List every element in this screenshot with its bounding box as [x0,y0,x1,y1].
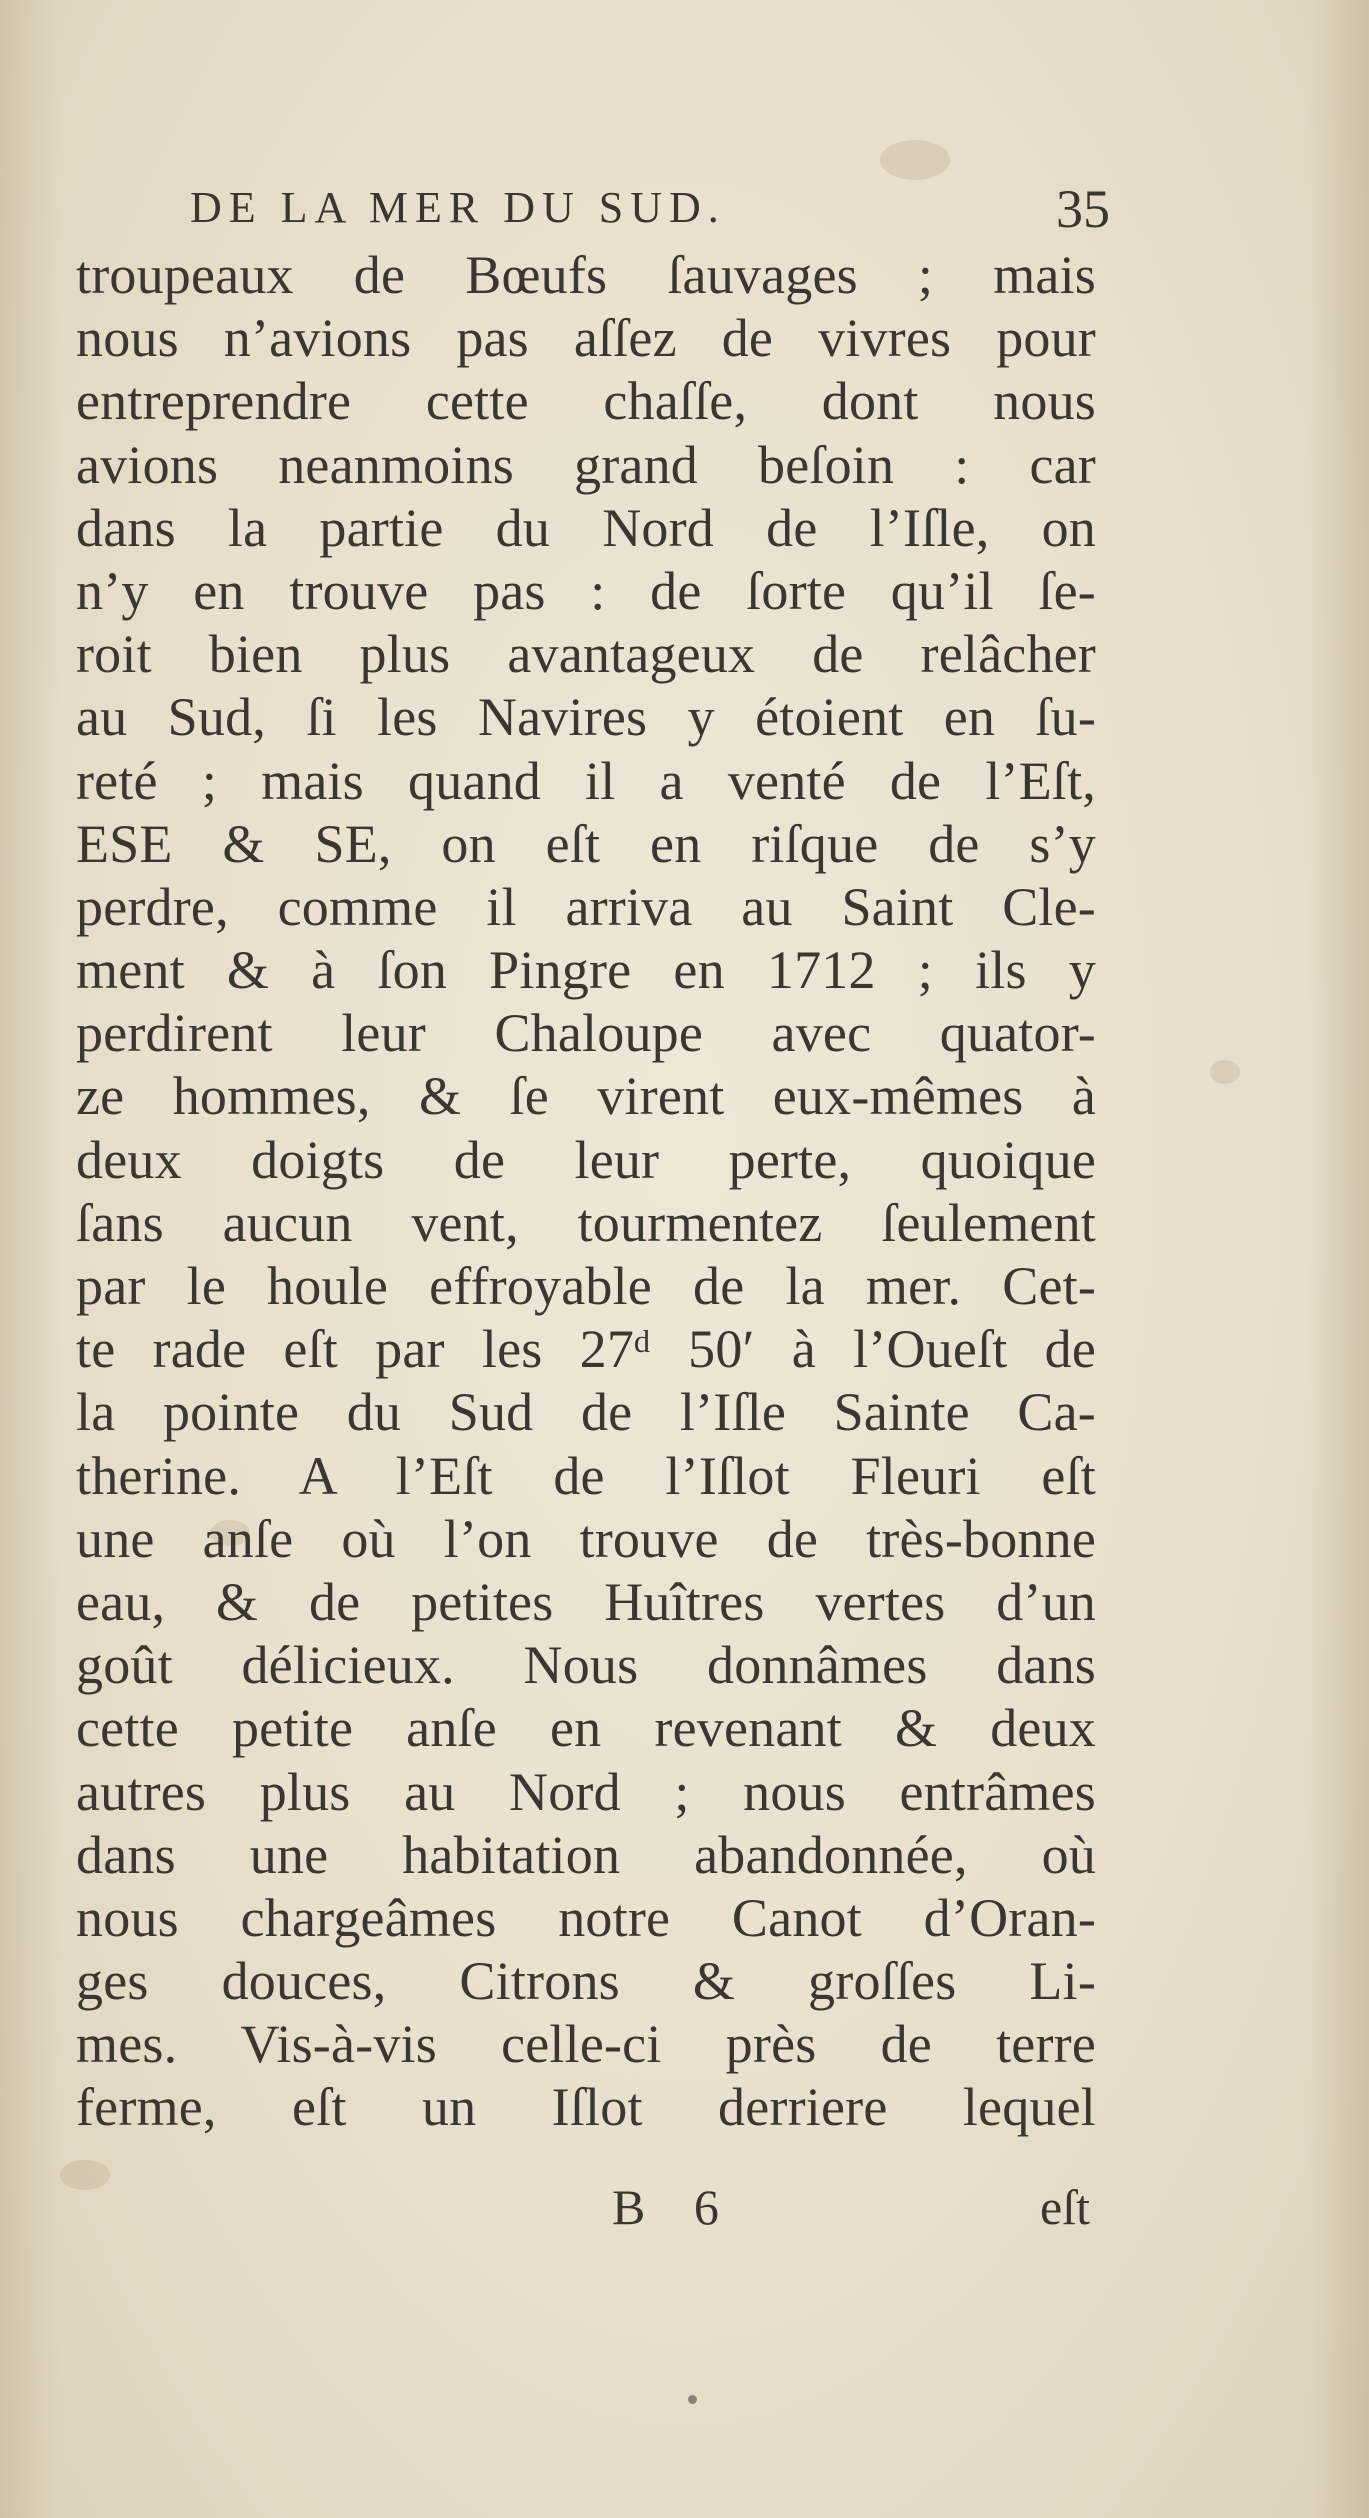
text-line: troupeaux de Bœufs ſauvages ; mais [76,245,1096,305]
text-line: ment & à ſon Pingre en 1712 ; ils y [76,940,1096,1001]
text-line: deux doigts de leur perte, quoique [76,1129,1096,1190]
text-line: ze hommes, & ſe virent eux-mêmes à [76,1066,1096,1127]
text-line: nous n’avions pas aſſez de vivres pour [76,308,1096,369]
text-line: reté ; mais quand il a venté de l’Eſt, [76,750,1096,811]
text-line: therine. A l’Eſt de l’Iſlot Fleuri eſt [76,1445,1096,1506]
text-line: dans une habitation abandonnée, où [76,1824,1096,1885]
text-line: perdre, comme il arriva au Saint Cle- [76,876,1096,937]
text-line: autres plus au Nord ; nous entrâmes [76,1761,1096,1822]
text-line: ges douces, Citrons & groſſes Li- [76,1951,1096,2012]
text-line: dans la partie du Nord de l’Iſle, on [76,497,1096,558]
text-line: te rade eſt par les 27ᵈ 50′ à l’Oueſt de [76,1319,1096,1380]
running-head: DE LA MER DU SUD. [190,183,726,232]
text-line: eau, & de petites Huîtres vertes d’un [76,1571,1096,1632]
text-line: mes. Vis-à-vis celle-ci près de terre [76,2014,1096,2075]
ink-speck [688,2395,697,2404]
text-line: goût délicieux. Nous donnâmes dans [76,1635,1096,1696]
text-line: au Sud, ſi les Navires y étoient en ſu- [76,687,1096,748]
text-line: nous chargeâmes notre Canot d’Oran- [76,1887,1096,1948]
catchword: eſt [1040,2179,1090,2235]
paper-stain [60,2160,110,2190]
text-line: cette petite anſe en revenant & deux [76,1698,1096,1759]
left-edge-shadow [0,0,60,2518]
text-line: entreprendre cette chaſſe, dont nous [76,371,1096,432]
text-line: ESE & SE, on eſt en riſque de s’y [76,813,1096,874]
text-line: roit bien plus avantageux de relâcher [76,624,1096,685]
right-edge-shadow [1309,0,1369,2518]
text-line: par le houle effroyable de la mer. Cet- [76,1256,1096,1316]
text-line: n’y en trouve pas : de ſorte qu’il ſe- [76,560,1096,621]
text-line: avions neanmoins grand beſoin : car [76,434,1096,495]
page-footer [600,2178,1090,2238]
paper-stain [1210,1060,1240,1084]
text-line: ſans aucun vent, tourmentez ſeulement [76,1192,1096,1253]
page-number: 35 [1056,179,1110,239]
body-text [76,244,1096,2140]
text-line: la pointe du Sud de l’Iſle Sainte Ca- [76,1382,1096,1443]
text-line: ferme, eſt un Iſlot derriere lequel [76,2077,1096,2138]
paper-stain [880,140,950,180]
page-header [150,178,1110,248]
text-line: perdirent leur Chaloupe avec quator- [76,1003,1096,1064]
text-line: une anſe où l’on trouve de très-bonne [76,1508,1096,1569]
signature-mark: B 6 [612,2179,737,2235]
